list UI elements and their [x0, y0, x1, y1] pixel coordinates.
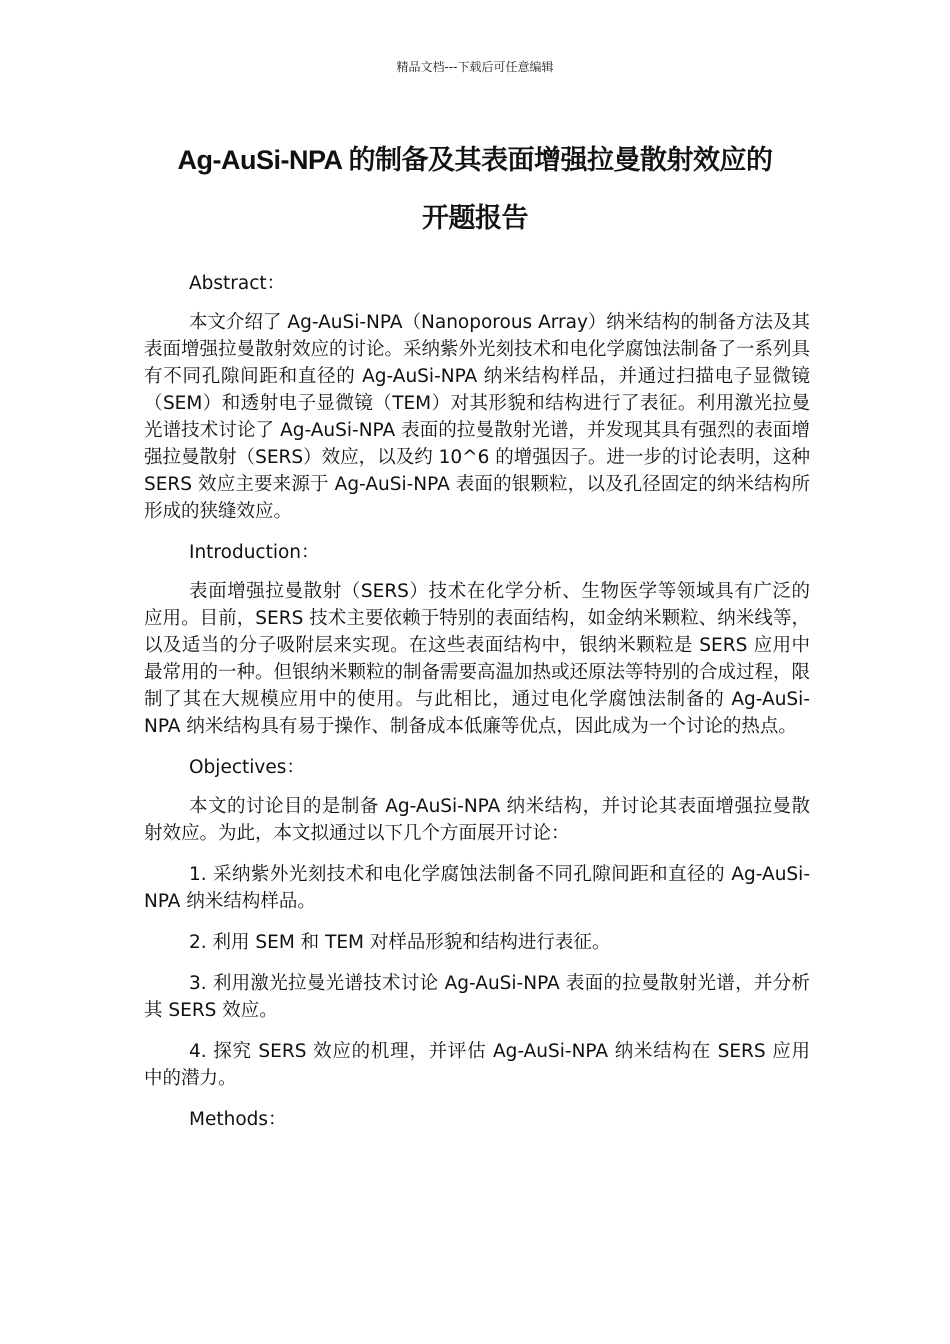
objective-item-3: 3. 利用激光拉曼光谱技术讨论 Ag-AuSi-NPA 表面的拉曼散射光谱，并分析其 SERS 效应。	[144, 973, 810, 1021]
objective-item-2: 2. 利用 SEM 和 TEM 对样品形貌和结构进行表征。	[189, 932, 611, 953]
introduction-heading: Introduction：	[189, 542, 320, 563]
document-title-line-1: Ag-AuSi-NPA 的制备及其表面增强拉曼散射效应的	[177, 145, 773, 175]
objectives-paragraph: 本文的讨论目的是制备 Ag-AuSi-NPA 纳米结构，并讨论其表面增强拉曼散射效应。为此，本文拟通过以下几个方面展开讨论：	[144, 796, 810, 844]
objectives-heading: Objectives：	[189, 757, 305, 778]
document-title-line-2: 开题报告	[422, 203, 528, 233]
objective-item-1: 1. 采纳紫外光刻技术和电化学腐蚀法制备不同孔隙间距和直径的 Ag-AuSi-NPA 纳米结构样品。	[144, 864, 810, 912]
abstract-heading: Abstract：	[189, 273, 286, 294]
introduction-paragraph: 表面增强拉曼散射（SERS）技术在化学分析、生物医学等领域具有广泛的应用。目前，SERS 技术主要依赖于特别的表面结构，如金纳米颗粒、纳米线等，以及适当的分子吸附层来实现。在这些表面结构中，银纳米颗粒是 SERS 应用中最常用的一种。但银纳米颗粒的制备需要高温加热或还原法等特别的合成过程，限制了其在大规模应用中的使用。与此相比，通过电化学腐蚀法制备的 Ag-AuSi-NPA 纳米结构具有易于操作、制备成本低廉等优点，因此成为一个讨论的热点。	[144, 581, 811, 737]
document-body	[144, 270, 810, 1145]
abstract-paragraph: 本文介绍了 Ag-AuSi-NPA（Nanoporous Array）纳米结构的制备方法及其表面增强拉曼散射效应的讨论。采纳紫外光刻技术和电化学腐蚀法制备了一系列具有不同孔隙间距和直径的 Ag-AuSi-NPA 纳米结构样品，并通过扫描电子显微镜（SEM）和透射电子显微镜（TEM）对其形貌和结构进行了表征。利用激光拉曼光谱技术讨论了 Ag-AuSi-NPA 表面的拉曼散射光谱，并发现其具有强烈的表面增强拉曼散射（SERS）效应，以及约 10^6 的增强因子。进一步的讨论表明，这种 SERS 效应主要来源于 Ag-AuSi-NPA 表面的银颗粒，以及孔径固定的纳米结构所形成的狭缝效应。	[144, 312, 811, 522]
header-note: 精品文档---下载后可任意编辑	[396, 60, 554, 74]
methods-heading: Methods：	[189, 1109, 287, 1130]
objective-item-4: 4. 探究 SERS 效应的机理，并评估 Ag-AuSi-NPA 纳米结构在 SERS 应用中的潜力。	[144, 1041, 810, 1089]
